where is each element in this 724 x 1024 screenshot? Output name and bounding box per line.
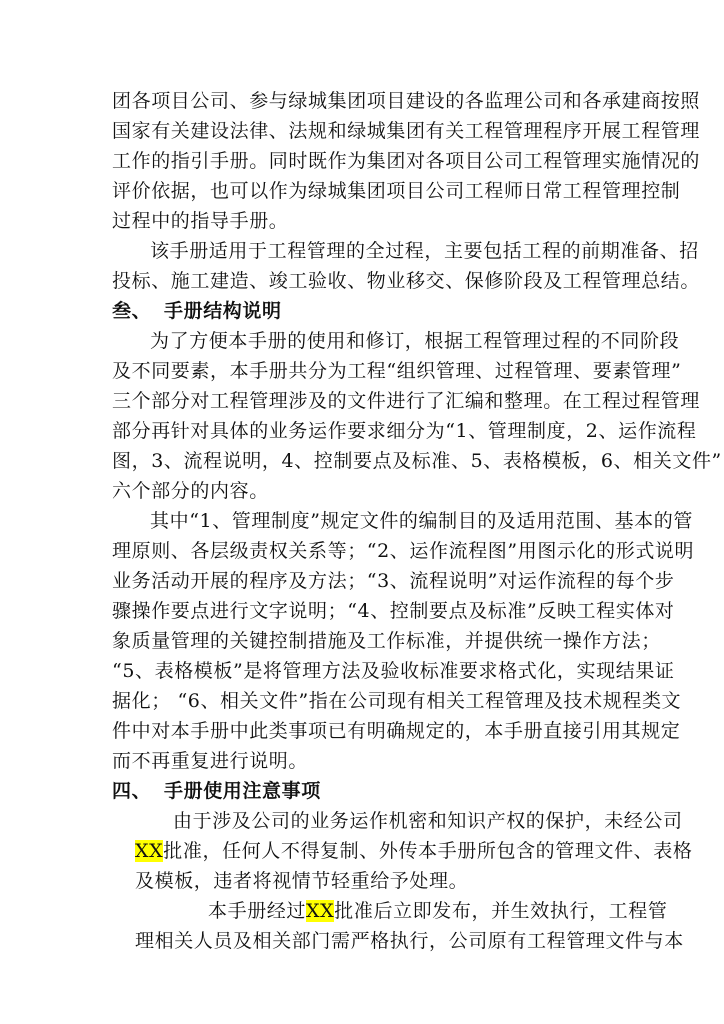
section-number: 四、 [112, 780, 152, 802]
text-line: 国家有关建设法律、法规和绿城集团有关工程管理程序开展工程管理 [112, 120, 701, 142]
text-line: 过程中的指导手册。 [112, 210, 289, 232]
text-line: 三个部分对工程管理涉及的文件进行了汇编和整理。在工程过程管理 [112, 390, 701, 412]
text-line: 理相关人员及相关部门需严格执行，公司原有工程管理文件与本 [135, 930, 684, 952]
text-line [208, 896, 667, 926]
text-line: “5、表格模板”是将管理方法及验收标准要求格式化，实现结果证 [112, 660, 675, 682]
text-line: 由于涉及公司的业务运作机密和知识产权的保护，未经公司 [173, 810, 683, 832]
text-line: 而不再重复进行说明。 [112, 750, 309, 772]
text-line: 评价依据，也可以作为绿城集团项目公司工程师日常工程管理控制 [112, 180, 681, 202]
highlighted-placeholder: XX [306, 900, 335, 922]
text-line: 及模板，违者将视情节轻重给予处理。 [135, 870, 469, 892]
section-title: 手册结构说明 [164, 300, 282, 322]
section-heading [112, 296, 282, 326]
text-line: 六个部分的内容。 [112, 480, 269, 502]
text-line: 部分再针对具体的业务运作要求细分为“1、管理制度，2、运作流程 [112, 420, 697, 442]
text-span: 批准，任何人不得复制、外传本手册所包含的管理文件、表格 [163, 840, 693, 862]
section-number: 叁、 [112, 300, 152, 322]
text-line: 件中对本手册中此类事项已有明确规定的，本手册直接引用其规定 [112, 720, 681, 742]
text-line: 该手册适用于工程管理的全过程，主要包括工程的前期准备、招 [150, 240, 699, 262]
text-span: 批准后立即发布，并生效执行，工程管 [334, 900, 668, 922]
text-line: 其中“1、管理制度”规定文件的编制目的及适用范围、基本的管 [150, 510, 693, 532]
text-line: 团各项目公司、参与绿城集团项目建设的各监理公司和各承建商按照 [112, 90, 701, 112]
text-line: 图，3、流程说明，4、控制要点及标准、5、表格模板，6、相关文件” [112, 450, 722, 472]
section-title: 手册使用注意事项 [164, 780, 321, 802]
text-line: 业务活动开展的程序及方法；“3、流程说明”对运作流程的每个步 [112, 570, 675, 592]
text-line: 投标、施工建造、竣工验收、物业移交、保修阶段及工程管理总结。 [112, 270, 701, 292]
text-line: 象质量管理的关键控制措施及工作标准，并提供统一操作方法； [112, 630, 661, 652]
text-span: 本手册经过 [208, 900, 307, 922]
text-line [135, 836, 692, 866]
text-line: 及不同要素，本手册共分为工程“组织管理、过程管理、要素管理” [112, 360, 682, 382]
text-line: 骤操作要点进行文字说明；“4、控制要点及标准”反映工程实体对 [112, 600, 675, 622]
text-line: 据化； “6、相关文件”指在公司现有相关工程管理及技术规程类文 [112, 690, 682, 712]
highlighted-placeholder: XX [135, 840, 164, 862]
text-line: 为了方便本手册的使用和修订，根据工程管理过程的不同阶段 [150, 330, 680, 352]
text-line: 理原则、各层级责权关系等；“2、运作流程图”用图示化的形式说明 [112, 540, 695, 562]
section-heading [112, 776, 321, 806]
text-line: 工作的指引手册。同时既作为集团对各项目公司工程管理实施情况的 [112, 150, 701, 172]
